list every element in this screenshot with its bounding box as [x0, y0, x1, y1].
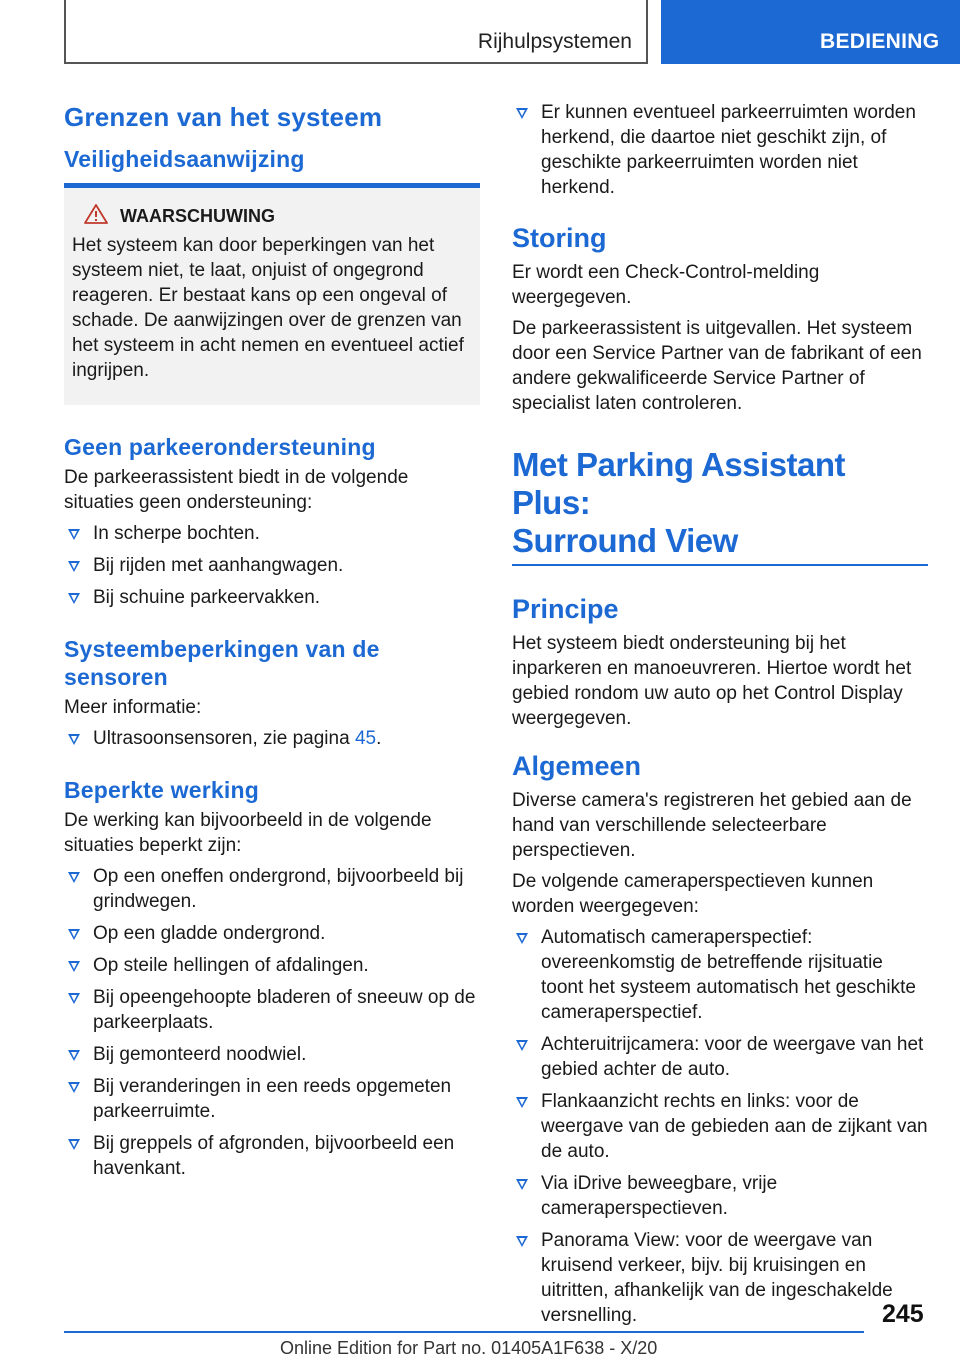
bullet-arrow-icon [68, 734, 80, 745]
limited-intro: De werking kan bijvoorbeeld in de volgende situaties beperkt zijn: [64, 810, 432, 856]
no-support-heading: Geen parkeerondersteuning [64, 434, 376, 460]
list-item: Bij gemonteerd noodwiel. [64, 1042, 480, 1067]
list-item: Via iDrive beweegbare, vrije cameraperspectieven. [512, 1171, 928, 1221]
no-support-intro: De parkeerassistent biedt in de volgende situaties geen ondersteuning: [64, 467, 409, 513]
warning-triangle-icon [84, 204, 108, 224]
sensor-limits-heading: Systeembeperkingen van de sensoren [64, 636, 380, 690]
main-title-line2: Surround View [512, 522, 738, 559]
list-item: Op steile hellingen of afdalingen. [64, 953, 480, 978]
bullet-arrow-icon [68, 1082, 80, 1093]
bullet-arrow-icon [516, 108, 528, 119]
principe-heading: Principe [512, 594, 619, 624]
warning-box [64, 183, 480, 405]
camera-perspectives-list [512, 925, 928, 1328]
bullet-arrow-icon [68, 1139, 80, 1150]
list-item: Op een oneffen ondergrond, bijvoorbeeld bij grindwegen. [64, 864, 480, 914]
list-item: Panorama View: voor de weergave van kruisend verkeer, bijv. bij kruisingen en uitritten, afhankelijk van de ingeschakelde versnelling. [512, 1228, 928, 1328]
warning-title: WAARSCHUWING [120, 206, 275, 226]
footer-edition: Online Edition for Part no. 01405A1F638 - X/20 [280, 1338, 658, 1358]
sensor-limits-intro: Meer informatie: [64, 697, 202, 718]
chapter-tab [64, 0, 648, 64]
list-item: Bij veranderingen in een reeds opgemeten parkeerruimte. [64, 1074, 480, 1124]
bullet-arrow-icon [516, 1097, 528, 1108]
section-title: BEDIENING [820, 30, 940, 53]
storing-p2: De parkeerassistent is uitgevallen. Het systeem door een Service Partner van de fabrikant of een andere gekwalificeerde Service Partner of specialist laten controleren. [512, 318, 922, 414]
algemeen-heading: Algemeen [512, 751, 642, 781]
section-tab[interactable] [661, 0, 960, 64]
list-item: Flankaanzicht rechts en links: voor de weergave van de gebieden aan de zijkant van de auto. [512, 1089, 928, 1164]
principe-text: Het systeem biedt ondersteuning bij het inparkeren en manoeuvreren. Hiertoe wordt het gebied rondom uw auto op het Control Display weergegeven. [512, 633, 912, 729]
list-item: Bij schuine parkeervakken. [64, 585, 480, 610]
footer-rule [64, 1331, 864, 1333]
safety-heading: Veiligheidsaanwijzing [64, 146, 305, 172]
bullet-arrow-icon [68, 993, 80, 1004]
bullet-arrow-icon [516, 1040, 528, 1051]
limited-list [64, 864, 480, 1181]
list-item: In scherpe bochten. [64, 521, 480, 546]
main-title-block [512, 446, 928, 566]
sensor-limits-list [64, 726, 480, 751]
bullet-arrow-icon [68, 561, 80, 572]
warning-text: Het systeem kan door beperkingen van het systeem niet, te laat, onjuist of ongegrond reageren. Er bestaat kans op een ongeval of schade. De aanwijzingen over de grenzen van het systeem in acht nemen en eventueel actief ingrijpen. [72, 235, 464, 381]
list-item: Ultrasoonsensoren, zie pagina 45. [64, 726, 480, 751]
bullet-arrow-icon [68, 929, 80, 940]
main-title-line1: Met Parking Assistant Plus: [512, 446, 846, 521]
bullet-arrow-icon [516, 1236, 528, 1247]
algemeen-p2: De volgende cameraperspectieven kunnen worden weergegeven: [512, 871, 874, 917]
list-item: Bij rijden met aanhangwagen. [64, 553, 480, 578]
list-item: Bij opeengehoopte bladeren of sneeuw op de parkeerplaats. [64, 985, 480, 1035]
no-support-list [64, 521, 480, 610]
page-number: 245 [882, 1300, 924, 1328]
algemeen-p1: Diverse camera's registreren het gebied aan de hand van verschillende selecteerbare perspectieven. [512, 790, 912, 861]
bullet-arrow-icon [68, 593, 80, 604]
list-item: Achteruitrijcamera: voor de weergave van het gebied achter de auto. [512, 1032, 928, 1082]
continued-list [512, 100, 928, 200]
list-item: Op een gladde ondergrond. [64, 921, 480, 946]
bullet-arrow-icon [68, 872, 80, 883]
left-column [64, 102, 480, 1188]
storing-p1: Er wordt een Check-Control-melding weergegeven. [512, 262, 820, 308]
bullet-arrow-icon [68, 529, 80, 540]
page-link[interactable]: 45 [354, 728, 377, 749]
storing-heading: Storing [512, 223, 607, 253]
limited-heading: Beperkte werking [64, 777, 259, 803]
bullet-arrow-icon [68, 1050, 80, 1061]
chapter-title: Rijhulpsystemen [477, 30, 632, 53]
list-item: Bij greppels of afgronden, bijvoorbeeld een havenkant. [64, 1131, 480, 1181]
warning-title-row [72, 204, 472, 227]
section-heading-limits: Grenzen van het systeem [64, 102, 383, 132]
bullet-arrow-icon [516, 1179, 528, 1190]
right-column [512, 100, 928, 1335]
list-item: Er kunnen eventueel parkeerruimten worden herkend, die daartoe niet geschikt zijn, of geschikte parkeerruimten worden niet herkend. [512, 100, 928, 200]
list-item: Automatisch cameraperspectief: overeenkomstig de betreffende rijsituatie toont het systeem automatisch het geschikte cameraperspectief. [512, 925, 928, 1025]
bullet-arrow-icon [516, 933, 528, 944]
bullet-arrow-icon [68, 961, 80, 972]
